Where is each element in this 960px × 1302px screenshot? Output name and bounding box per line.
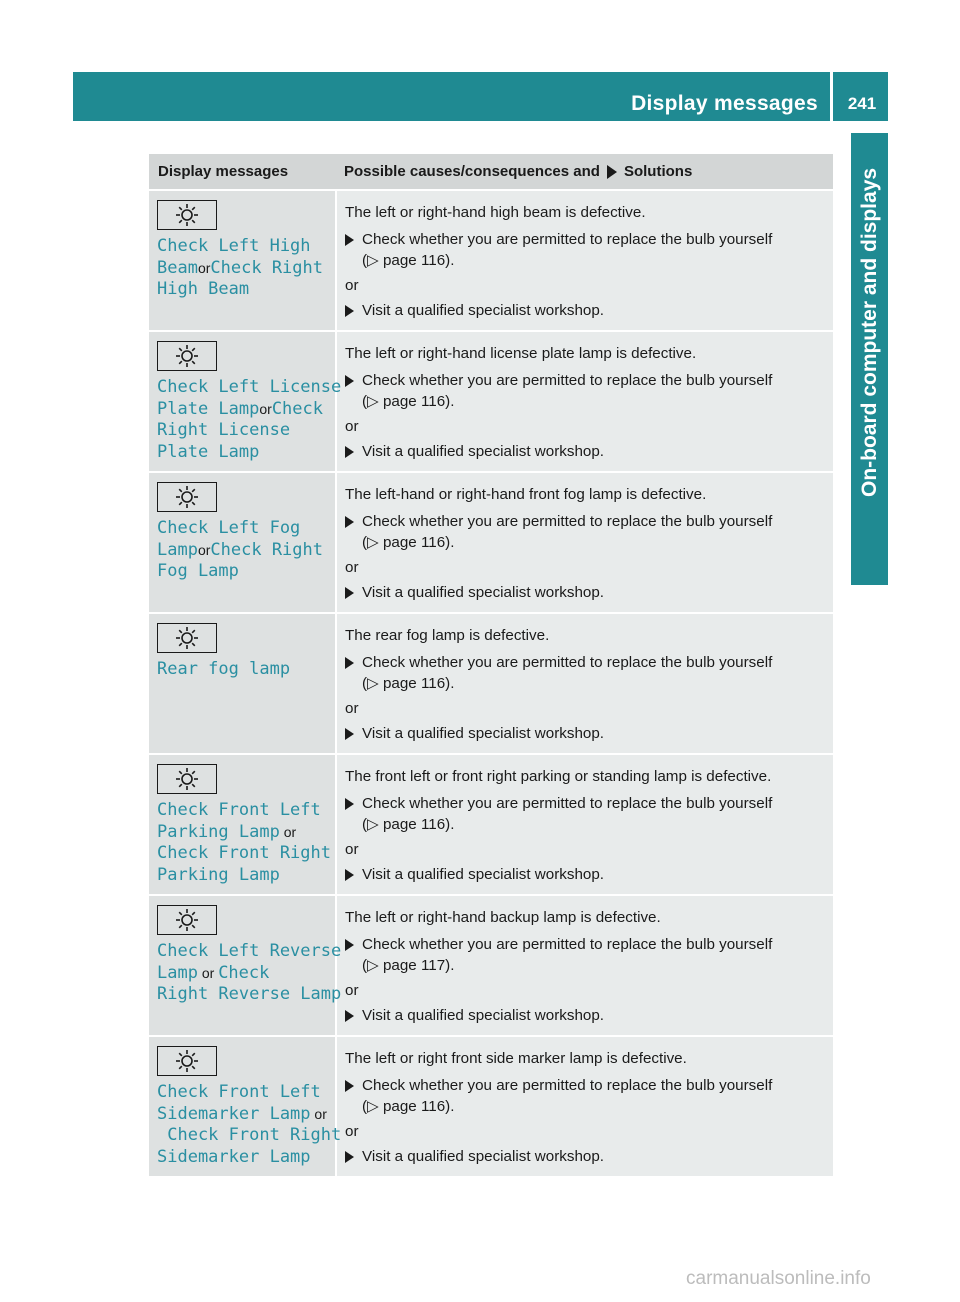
- column-header-causes-label: Possible causes/consequences and: [344, 163, 600, 180]
- message-line: [157, 420, 333, 442]
- solution-cell: [337, 473, 833, 612]
- message-segment: Beam: [157, 257, 198, 278]
- message-segment: Check Left Fog: [157, 518, 301, 538]
- solution-cell: [337, 1037, 833, 1176]
- message-segment: Lamp: [157, 539, 198, 560]
- cause-text: The left or right front side marker lamp is defective.: [345, 1050, 687, 1067]
- or-connector: or: [197, 541, 211, 558]
- display-message-text: [157, 377, 342, 463]
- solution-step: [345, 1146, 833, 1167]
- arrow-right-icon: [345, 446, 354, 458]
- solution-step-text: [362, 229, 833, 271]
- message-line: [157, 442, 333, 464]
- display-messages-table: [149, 154, 833, 1176]
- display-message-cell: [149, 755, 337, 894]
- solution-step: [345, 229, 833, 271]
- arrow-right-icon: [345, 1151, 354, 1163]
- message-segment: Rear fog lamp: [157, 659, 291, 679]
- message-line: [157, 236, 333, 258]
- or-connector: or: [197, 259, 211, 276]
- solution-step-text: Visit a qualified specialist workshop.: [362, 584, 604, 601]
- display-message-text: [157, 518, 333, 583]
- message-segment: Plate Lamp: [157, 441, 260, 462]
- message-line: [157, 843, 333, 865]
- table-row: [149, 1035, 833, 1176]
- table-row: [149, 471, 833, 612]
- bulb-icon: [157, 764, 217, 794]
- cause-text: The rear fog lamp is defective.: [345, 627, 550, 644]
- bulb-icon: [157, 1046, 217, 1076]
- message-segment: Check Left License: [157, 377, 342, 397]
- solution-step: [345, 582, 833, 603]
- message-segment: Check Right: [210, 257, 323, 278]
- message-segment: Check Left Reverse: [157, 941, 342, 961]
- arrow-right-icon: [345, 798, 354, 810]
- message-segment: Parking Lamp: [157, 821, 280, 842]
- message-segment: Parking Lamp: [157, 864, 280, 885]
- solution-step-text: [362, 1075, 833, 1117]
- solution-step-text: Visit a qualified specialist workshop.: [362, 866, 604, 883]
- solution-step-text: Visit a qualified specialist workshop.: [362, 443, 604, 460]
- or-connector: or: [197, 964, 219, 981]
- page-reference[interactable]: (▷ page 116).: [362, 675, 455, 692]
- cause-text: The front left or front right parking or standing lamp is defective.: [345, 768, 772, 785]
- arrow-right-icon: [345, 1080, 354, 1092]
- message-segment: Sidemarker Lamp: [157, 1146, 311, 1167]
- solution-step-text: Visit a qualified specialist workshop.: [362, 1148, 604, 1165]
- bulb-icon: [157, 623, 217, 653]
- or-connector: or: [345, 559, 359, 576]
- message-segment: Check Left High: [157, 236, 311, 256]
- solution-step: [345, 370, 833, 412]
- table-body: [149, 189, 833, 1176]
- table-header: [149, 154, 833, 189]
- or-connector: or: [345, 277, 359, 294]
- table-row: [149, 753, 833, 894]
- table-row: [149, 189, 833, 330]
- solution-step: [345, 441, 833, 462]
- page-reference[interactable]: (▷ page 116).: [362, 1098, 455, 1115]
- message-segment: Check: [218, 962, 270, 983]
- message-segment: Lamp: [157, 962, 198, 983]
- display-message-text: [157, 800, 333, 886]
- message-segment: Check Right: [210, 539, 323, 560]
- column-header-solutions-label: Solutions: [623, 163, 693, 180]
- message-line: [157, 1125, 342, 1147]
- solution-step: [345, 864, 833, 885]
- arrow-right-icon: [345, 657, 354, 669]
- table-row: [149, 612, 833, 753]
- message-line: [157, 258, 333, 280]
- solution-step: [345, 723, 833, 744]
- solution-step-text: Visit a qualified specialist workshop.: [362, 1007, 604, 1024]
- message-line: [157, 518, 333, 540]
- message-line: [157, 377, 342, 399]
- display-message-cell: [149, 332, 342, 471]
- cause-text: The left or right-hand license plate lamp is defective.: [345, 345, 697, 362]
- message-segment: Check Front Right: [157, 843, 331, 864]
- cause-text: The left or right-hand backup lamp is defective.: [345, 909, 661, 926]
- message-segment: Right Reverse Lamp: [157, 984, 342, 1005]
- solution-step-text: Visit a qualified specialist workshop.: [362, 302, 604, 319]
- solution-step-text: [362, 793, 833, 835]
- or-connector: or: [279, 823, 297, 840]
- solution-cell: [337, 896, 833, 1035]
- arrow-right-icon: [345, 587, 354, 599]
- arrow-right-icon: [345, 234, 354, 246]
- solution-step-text: [362, 934, 833, 976]
- display-message-cell: [149, 896, 342, 1035]
- solution-step: [345, 934, 833, 976]
- or-connector: or: [345, 418, 359, 435]
- solution-step: [345, 1075, 833, 1117]
- arrow-right-icon: [345, 516, 354, 528]
- message-line: [157, 659, 333, 681]
- or-connector: or: [345, 841, 359, 858]
- or-connector: or: [345, 982, 359, 999]
- page-header: [73, 72, 888, 121]
- message-segment: Check Front Right: [157, 1125, 342, 1146]
- page-reference[interactable]: (▷ page 117).: [362, 957, 455, 974]
- message-line: [157, 865, 333, 887]
- solution-step-line: Check whether you are permitted to replace the bulb yourself: [362, 513, 773, 530]
- message-line: [157, 540, 333, 562]
- bulb-icon: [157, 905, 217, 935]
- display-message-text: [157, 1082, 342, 1168]
- solution-step-line: Check whether you are permitted to replace the bulb yourself: [362, 1077, 773, 1094]
- page-number: 241: [847, 94, 877, 113]
- solution-cell: [337, 191, 833, 330]
- arrow-right-icon: [345, 305, 354, 317]
- arrow-right-icon: [345, 375, 354, 387]
- solution-step: [345, 652, 833, 694]
- display-message-cell: [149, 473, 337, 612]
- message-line: [157, 279, 333, 301]
- message-segment: Check: [271, 398, 323, 419]
- solution-cell: [337, 332, 833, 471]
- message-line: [157, 941, 342, 963]
- message-line: [157, 1147, 333, 1169]
- solution-step-text: [362, 652, 833, 694]
- message-segment: Right License: [157, 420, 291, 441]
- cause-text: The left-hand or right-hand front fog lamp is defective.: [345, 486, 707, 503]
- solution-step-line: Check whether you are permitted to replace the bulb yourself: [362, 372, 773, 389]
- solution-step: [345, 511, 833, 553]
- arrow-right-icon: [345, 1010, 354, 1022]
- message-segment: Check Front Left: [157, 800, 321, 820]
- page-reference[interactable]: (▷ page 116).: [362, 252, 455, 269]
- message-line: [157, 822, 333, 844]
- chapter-tab-label: On-board computer and displays: [858, 167, 881, 497]
- message-line: [157, 1082, 333, 1104]
- header-divider: [830, 72, 833, 121]
- solution-step-text: [362, 511, 833, 553]
- message-line: [157, 399, 333, 421]
- message-segment: High Beam: [157, 279, 250, 300]
- solution-step-line: Check whether you are permitted to replace the bulb yourself: [362, 231, 773, 248]
- solution-step-line: Check whether you are permitted to replace the bulb yourself: [362, 795, 773, 812]
- or-connector: or: [310, 1105, 327, 1122]
- solution-step-text: [362, 370, 833, 412]
- column-header-display-messages: Display messages: [158, 163, 289, 180]
- cause-text: The left or right-hand high beam is defective.: [345, 204, 646, 221]
- table-row: [149, 894, 833, 1035]
- display-message-cell: [149, 1037, 342, 1176]
- display-message-text: [157, 659, 333, 681]
- table-row: [149, 330, 833, 471]
- bulb-icon: [157, 200, 217, 230]
- arrow-right-icon: [345, 728, 354, 740]
- arrow-right-icon: [345, 939, 354, 951]
- solution-cell: [337, 755, 833, 894]
- page-reference[interactable]: (▷ page 116).: [362, 393, 455, 410]
- page-title: Display messages: [631, 92, 818, 115]
- bulb-icon: [157, 341, 217, 371]
- solution-cell: [337, 614, 833, 753]
- solution-step-text: Visit a qualified specialist workshop.: [362, 725, 604, 742]
- message-segment: Plate Lamp: [157, 398, 260, 419]
- page-reference[interactable]: (▷ page 116).: [362, 534, 455, 551]
- solution-step-line: Check whether you are permitted to replace the bulb yourself: [362, 654, 773, 671]
- bulb-icon: [157, 482, 217, 512]
- page-reference[interactable]: (▷ page 116).: [362, 816, 455, 833]
- message-segment: Sidemarker Lamp: [157, 1103, 311, 1124]
- or-connector: or: [345, 700, 359, 717]
- display-message-cell: [149, 614, 337, 753]
- watermark: carmanualsonline.info: [686, 1268, 871, 1289]
- or-connector: or: [259, 400, 272, 417]
- message-segment: Fog Lamp: [157, 561, 239, 582]
- column-header-causes: [337, 163, 692, 180]
- solution-step: [345, 793, 833, 835]
- message-line: [157, 800, 333, 822]
- solution-step-line: Check whether you are permitted to replace the bulb yourself: [362, 936, 773, 953]
- message-line: [157, 963, 333, 985]
- display-message-cell: [149, 191, 337, 330]
- message-segment: Check Front Left: [157, 1082, 321, 1102]
- message-line: [157, 984, 342, 1006]
- arrow-right-icon: [607, 165, 617, 179]
- or-connector: or: [345, 1123, 359, 1140]
- display-message-text: [157, 236, 333, 301]
- arrow-right-icon: [345, 869, 354, 881]
- message-line: [157, 1104, 333, 1126]
- solution-step: [345, 300, 833, 321]
- display-message-text: [157, 941, 342, 1006]
- solution-step: [345, 1005, 833, 1026]
- message-line: [157, 561, 333, 583]
